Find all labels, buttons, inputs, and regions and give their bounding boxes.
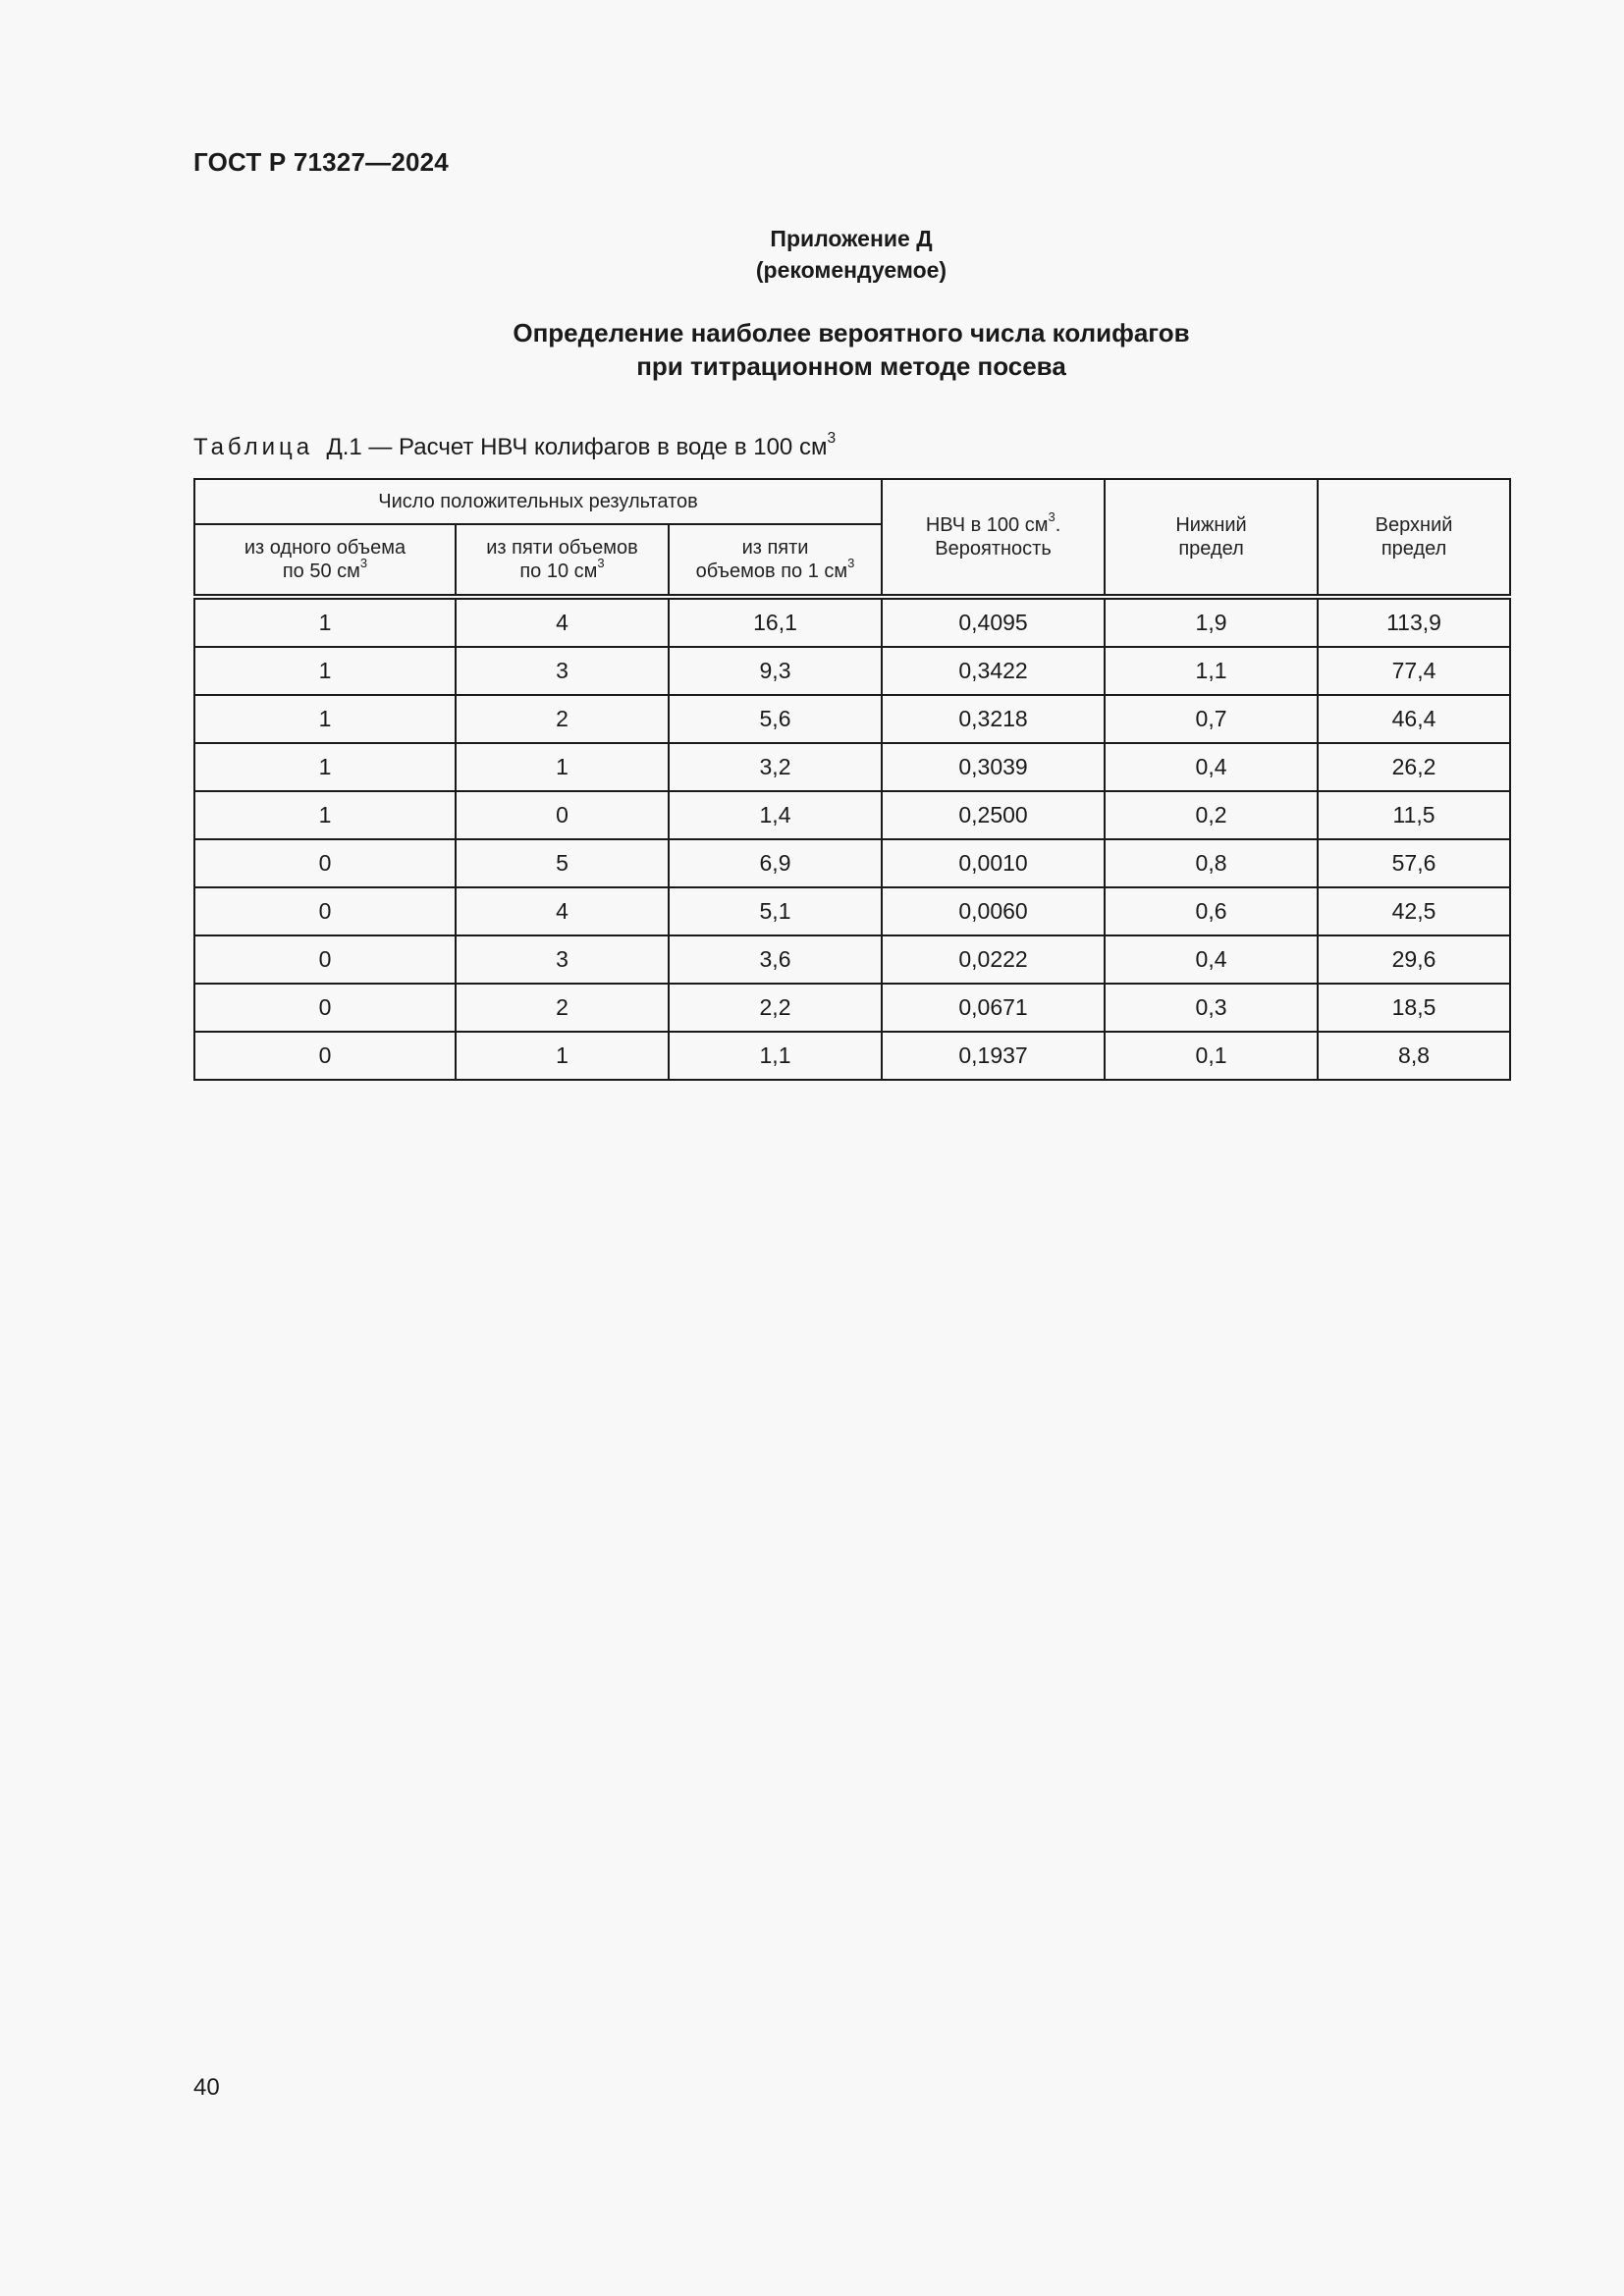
- cell: 3: [456, 935, 669, 984]
- group-header-positive-results: Число положительных результатов: [194, 479, 882, 524]
- cell: 3: [456, 647, 669, 695]
- cell: 0,8: [1105, 839, 1318, 887]
- cell: 5,1: [669, 887, 882, 935]
- cell: 2: [456, 984, 669, 1032]
- cell: 1,1: [669, 1032, 882, 1080]
- cell: 2,2: [669, 984, 882, 1032]
- cell: 0,4: [1105, 743, 1318, 791]
- cell: 9,3: [669, 647, 882, 695]
- cell: 0,0010: [882, 839, 1105, 887]
- cell: 6,9: [669, 839, 882, 887]
- cell: 5,6: [669, 695, 882, 743]
- cell: 0,3218: [882, 695, 1105, 743]
- cell: 0,3039: [882, 743, 1105, 791]
- cell: 3,2: [669, 743, 882, 791]
- cell: 0,0060: [882, 887, 1105, 935]
- cell: 0,4: [1105, 935, 1318, 984]
- header-upper-limit: Верхний предел: [1318, 479, 1510, 597]
- cell: 0,2: [1105, 791, 1318, 839]
- cell: 46,4: [1318, 695, 1510, 743]
- cell: 0,0222: [882, 935, 1105, 984]
- cell: 0,3: [1105, 984, 1318, 1032]
- document-code: ГОСТ Р 71327—2024: [193, 147, 449, 177]
- table-row: [194, 695, 1510, 743]
- table-row: [194, 647, 1510, 695]
- header-five-volumes-10: из пяти объемов по 10 $см^3$: [456, 524, 669, 597]
- cell: 113,9: [1318, 597, 1510, 647]
- cell: 29,6: [1318, 935, 1510, 984]
- cell: 0: [194, 839, 456, 887]
- table-row: [194, 791, 1510, 839]
- cell: 0: [194, 1032, 456, 1080]
- cell: 16,1: [669, 597, 882, 647]
- cell: 0: [194, 887, 456, 935]
- table-row: [194, 984, 1510, 1032]
- cell: 8,8: [1318, 1032, 1510, 1080]
- cell: 0,6: [1105, 887, 1318, 935]
- cell: 4: [456, 597, 669, 647]
- cell: 42,5: [1318, 887, 1510, 935]
- cell: 1: [194, 791, 456, 839]
- cell: 0: [194, 935, 456, 984]
- cell: 0,2500: [882, 791, 1105, 839]
- appendix-title: Приложение Д: [770, 226, 933, 251]
- cell: 5: [456, 839, 669, 887]
- table-caption-sup: 3: [827, 429, 837, 447]
- table-row: [194, 597, 1510, 647]
- appendix-status: (рекомендуемое): [755, 257, 947, 283]
- cell: 0,3422: [882, 647, 1105, 695]
- section-heading-line1: Определение наиболее вероятного числа колифагов: [513, 318, 1190, 347]
- cell: 3,6: [669, 935, 882, 984]
- cell: 18,5: [1318, 984, 1510, 1032]
- cell: 1: [194, 695, 456, 743]
- table-caption-label: Таблица: [193, 434, 314, 460]
- header-mpn-probability: НВЧ в 100 $см^3$. Вероятность: [882, 479, 1105, 597]
- table-row: [194, 935, 1510, 984]
- cell: 1,9: [1105, 597, 1318, 647]
- table-row: [194, 1032, 1510, 1080]
- section-heading-line2: при титрационном методе посева: [636, 351, 1066, 381]
- header-lower-limit: Нижний предел: [1105, 479, 1318, 597]
- cell: 1: [194, 597, 456, 647]
- mpn-table: [193, 478, 1511, 1081]
- table-caption: [193, 429, 837, 461]
- cell: 0: [194, 984, 456, 1032]
- cell: 1,1: [1105, 647, 1318, 695]
- cell: 2: [456, 695, 669, 743]
- cell: 0,0671: [882, 984, 1105, 1032]
- cell: 57,6: [1318, 839, 1510, 887]
- cell: 0: [456, 791, 669, 839]
- header-one-volume-50: из одного объема по 50 $см^3$: [194, 524, 456, 597]
- cell: 4: [456, 887, 669, 935]
- cell: 1: [456, 1032, 669, 1080]
- cell: 77,4: [1318, 647, 1510, 695]
- table-row: [194, 743, 1510, 791]
- table-row: [194, 839, 1510, 887]
- table-caption-text: Д.1 — Расчет НВЧ колифагов в воде в 100 см: [326, 434, 828, 460]
- cell: 1,4: [669, 791, 882, 839]
- cell: 0,1937: [882, 1032, 1105, 1080]
- cell: 0,1: [1105, 1032, 1318, 1080]
- cell: 26,2: [1318, 743, 1510, 791]
- cell: 1: [194, 647, 456, 695]
- table-row: [194, 887, 1510, 935]
- cell: 0,4095: [882, 597, 1105, 647]
- cell: 11,5: [1318, 791, 1510, 839]
- cell: 1: [194, 743, 456, 791]
- cell: 1: [456, 743, 669, 791]
- page-number: 40: [193, 2074, 220, 2101]
- header-five-volumes-1: из пяти объемов по 1 $см^3$: [669, 524, 882, 597]
- cell: 0,7: [1105, 695, 1318, 743]
